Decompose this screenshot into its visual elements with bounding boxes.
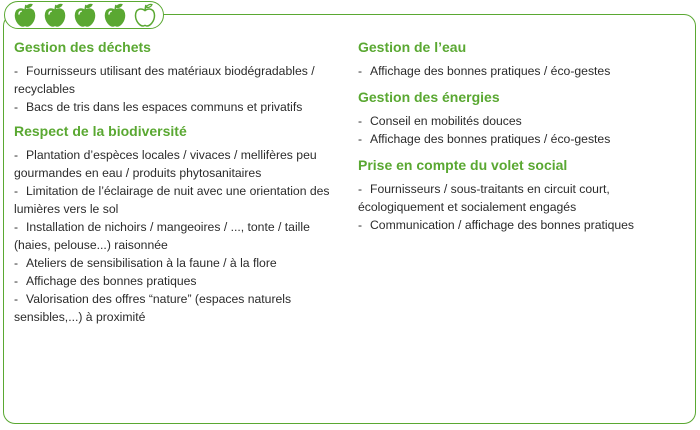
list-item-text: Plantation d’espèces locales / vivaces / mellifères peu gourmandes en eau / produits phytosanitaires (14, 148, 317, 180)
list-item (14, 290, 344, 326)
section-title: Gestion de l’eau (358, 39, 467, 55)
apple-outline-icon (131, 2, 159, 28)
section-title: Prise en compte du volet social (358, 157, 568, 173)
dash-bullet: - (358, 182, 363, 196)
list-item (358, 216, 693, 234)
dash-bullet: - (14, 100, 19, 114)
list-item-text: Affichage des bonnes pratiques / éco-gestes (370, 64, 611, 78)
dash-bullet: - (14, 64, 19, 78)
section-gestion-des-dechets (14, 38, 344, 116)
dash-bullet: - (14, 256, 19, 270)
list-item-text: Fournisseurs / sous-traitants en circuit court, écologiquement et socialement engagés (358, 182, 610, 214)
list-item (14, 182, 344, 218)
section-title: Gestion des énergies (358, 89, 500, 105)
section-gestion-des-energies (358, 88, 693, 148)
list-item (14, 272, 344, 290)
dash-bullet: - (358, 218, 363, 232)
apple-filled-icon (11, 2, 39, 28)
bullet-list (14, 62, 344, 116)
dash-bullet: - (14, 292, 19, 306)
dash-bullet: - (14, 148, 19, 162)
list-item-text: Bacs de tris dans les espaces communs et privatifs (26, 100, 303, 114)
list-item (358, 62, 693, 80)
dash-bullet: - (358, 64, 363, 78)
list-item (358, 112, 693, 130)
section-gestion-de-l-eau (358, 38, 693, 80)
apple-rating (4, 1, 164, 29)
list-item-text: Conseil en mobilités douces (370, 114, 522, 128)
dash-bullet: - (14, 220, 19, 234)
list-item-text: Affichage des bonnes pratiques (26, 274, 197, 288)
section-prise-en-compte-du-volet-social (358, 156, 693, 234)
list-item-text: Ateliers de sensibilisation à la faune / à la flore (26, 256, 277, 270)
list-item-text: Affichage des bonnes pratiques / éco-gestes (370, 132, 611, 146)
list-item (358, 180, 693, 216)
list-item-text: Communication / affichage des bonnes pratiques (370, 218, 635, 232)
list-item-text: Fournisseurs utilisant des matériaux biodégradables / recyclables (14, 64, 315, 96)
apple-filled-icon (41, 2, 69, 28)
left-column (14, 36, 344, 332)
list-item-text: Limitation de l’éclairage de nuit avec une orientation des lumières vers le sol (14, 184, 330, 216)
apple-filled-icon (101, 2, 129, 28)
list-item-text: Valorisation des offres “nature” (espaces naturels sensibles,...) à proximité (14, 292, 292, 324)
dash-bullet: - (14, 184, 19, 198)
dash-bullet: - (358, 132, 363, 146)
bullet-list (358, 180, 693, 234)
list-item (14, 98, 344, 116)
bullet-list (358, 112, 693, 148)
list-item (14, 218, 344, 254)
section-respect-de-la-biodiversite (14, 122, 344, 326)
bullet-list (358, 62, 693, 80)
list-item (358, 130, 693, 148)
list-item (14, 62, 344, 98)
list-item (14, 254, 344, 272)
bullet-list (14, 146, 344, 326)
list-item (14, 146, 344, 182)
dash-bullet: - (358, 114, 363, 128)
section-title: Respect de la biodiversité (14, 123, 187, 139)
list-item-text: Installation de nichoirs / mangeoires / ..., tonte / taille (haies, pelouse...) raisonnée (14, 220, 310, 252)
apple-filled-icon (71, 2, 99, 28)
dash-bullet: - (14, 274, 19, 288)
right-column (358, 36, 693, 242)
section-title: Gestion des déchets (14, 39, 151, 55)
